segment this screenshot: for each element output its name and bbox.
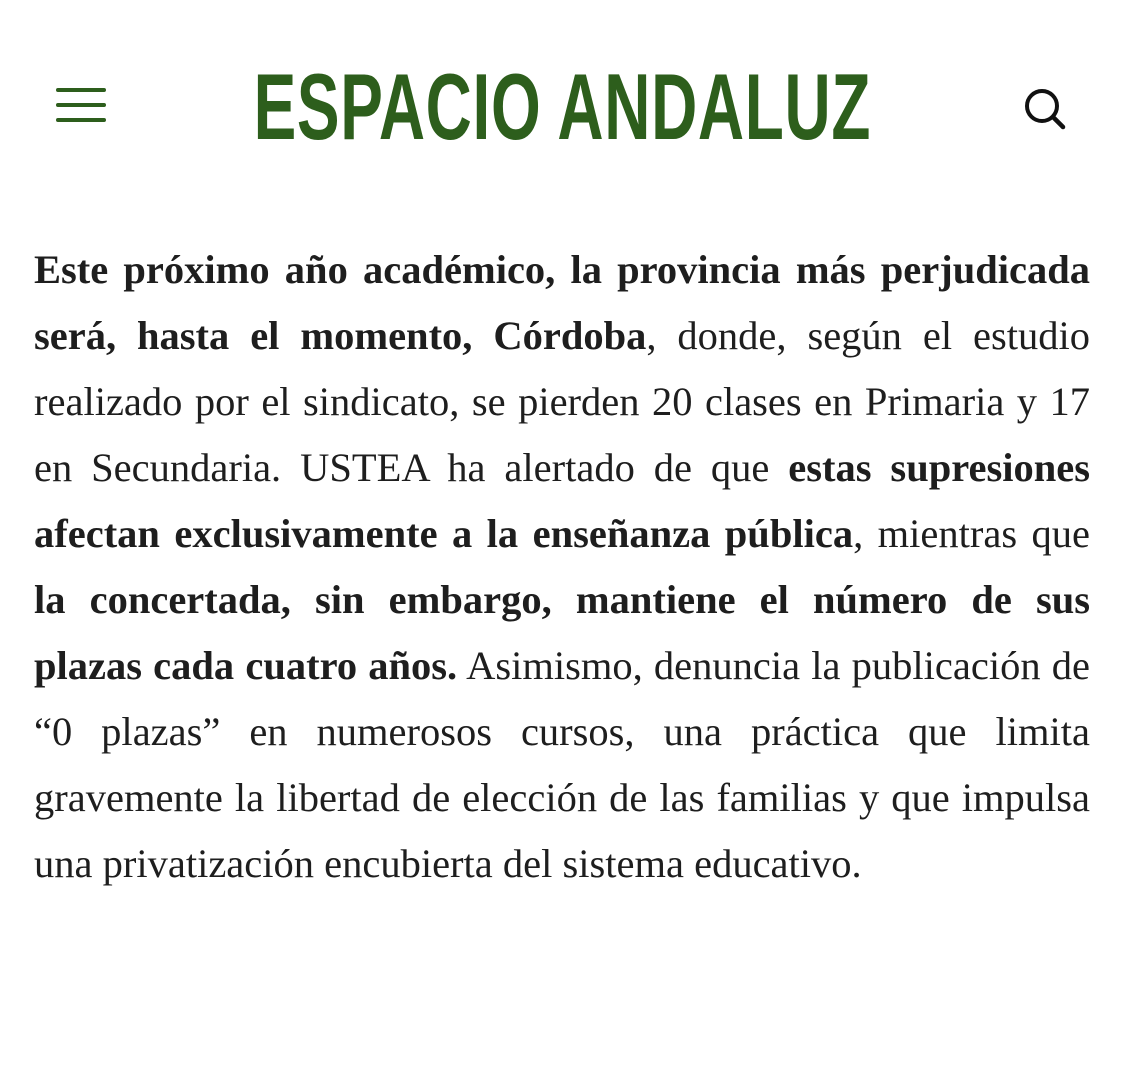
article-bold-text: la concertada, sin embargo, mantiene el número de sus plazas cada cuatro años.: [34, 577, 1090, 688]
hamburger-menu-icon: [50, 80, 110, 130]
article-text: , mientras que: [853, 511, 1090, 556]
menu-button[interactable]: [50, 80, 110, 130]
article-bold-text: estas supresiones afectan exclusivamente a la enseñanza pública: [34, 445, 1090, 556]
search-button[interactable]: [1018, 82, 1070, 134]
article-paragraph: [34, 237, 1090, 897]
article-text: Asimismo, denuncia la publicación de “0 plazas” en numerosos cursos, una práctica que limita gravemente la libertad de elección de las familias y que impulsa una privatización encubierta del sistema educativo.: [34, 643, 1090, 886]
site-logo[interactable]: ESPACIO ANDALUZ: [253, 54, 872, 159]
article-bold-text: Este próximo año académico, la provincia más perjudicada será, hasta el momento, Córdoba: [34, 247, 1090, 358]
site-header: [0, 0, 1125, 200]
article-text: , donde, según el estudio realizado por el sindicato, se pierden 20 clases en Primaria y 17 en Secundaria. USTEA ha alertado de que: [34, 313, 1090, 490]
search-icon: [1018, 82, 1070, 134]
